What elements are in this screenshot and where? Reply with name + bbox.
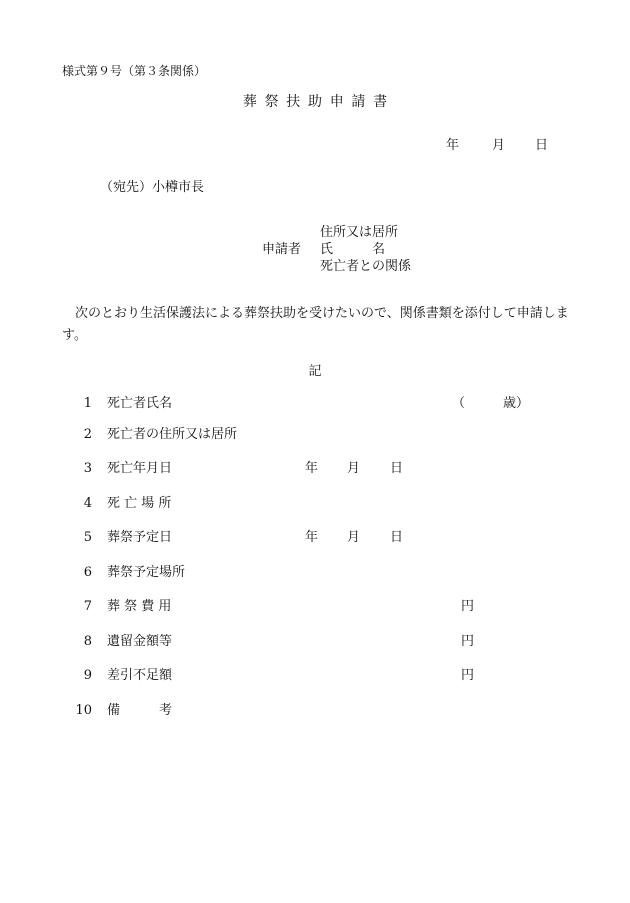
funeral-date-year-label: 年 bbox=[305, 530, 319, 545]
item-number: 10 bbox=[75, 703, 92, 718]
request-statement: 次のとおり生活保護法による葬祭扶助を受けたいので、関係書類を添付して申請します。 bbox=[62, 306, 569, 343]
ki-heading: 記 bbox=[308, 364, 322, 379]
age-paren-open: （ bbox=[452, 396, 466, 411]
item-number: 6 bbox=[83, 565, 92, 580]
item-number: 8 bbox=[83, 634, 92, 649]
funeral-cost-unit: 円 bbox=[461, 599, 475, 614]
applicant-relation-label: 死亡者との関係 bbox=[320, 259, 412, 274]
item-number: 1 bbox=[83, 396, 92, 411]
death-date-month-label: 月 bbox=[347, 461, 361, 476]
page-title: 葬祭扶助申請書 bbox=[242, 94, 395, 110]
item-number: 9 bbox=[83, 668, 92, 683]
item-label-death-place: 死 亡 場 所 bbox=[107, 496, 172, 511]
item-label-funeral-place: 葬祭予定場所 bbox=[107, 565, 186, 580]
funeral-date-month-label: 月 bbox=[347, 530, 361, 545]
item-label-remarks: 備 考 bbox=[107, 703, 173, 718]
funeral-date-day-label: 日 bbox=[390, 530, 404, 545]
death-date-year-label: 年 bbox=[305, 461, 319, 476]
item-number: 7 bbox=[83, 599, 92, 614]
remaining-funds-unit: 円 bbox=[461, 634, 475, 649]
death-date-day-label: 日 bbox=[390, 461, 404, 476]
item-number: 2 bbox=[83, 427, 92, 442]
item-label-funeral-cost: 葬 祭 費 用 bbox=[107, 599, 172, 614]
item-label-funeral-date: 葬祭予定日 bbox=[107, 530, 173, 545]
item-label-remaining-funds: 遺留金額等 bbox=[107, 634, 173, 649]
applicant-address-label: 住所又は居所 bbox=[320, 225, 399, 240]
shortfall-unit: 円 bbox=[461, 668, 475, 683]
item-number: 5 bbox=[83, 530, 92, 545]
item-number: 3 bbox=[83, 461, 92, 476]
age-unit: 歳） bbox=[503, 396, 530, 411]
item-label-shortfall: 差引不足額 bbox=[107, 668, 173, 683]
item-label-death-date: 死亡年月日 bbox=[107, 461, 173, 476]
item-number: 4 bbox=[83, 496, 92, 511]
date-month-label: 月 bbox=[492, 138, 506, 153]
applicant-label: 申請者 bbox=[262, 242, 302, 257]
addressee: （宛先）小樽市長 bbox=[100, 180, 205, 195]
item-label-deceased-address: 死亡者の住所又は居所 bbox=[107, 427, 238, 442]
item-label-deceased-name: 死亡者氏名 bbox=[107, 396, 173, 411]
applicant-name-label: 氏 名 bbox=[320, 242, 386, 257]
form-number: 様式第９号（第３条関係） bbox=[62, 64, 207, 78]
date-day-label: 日 bbox=[535, 138, 549, 153]
date-year-label: 年 bbox=[446, 138, 460, 153]
